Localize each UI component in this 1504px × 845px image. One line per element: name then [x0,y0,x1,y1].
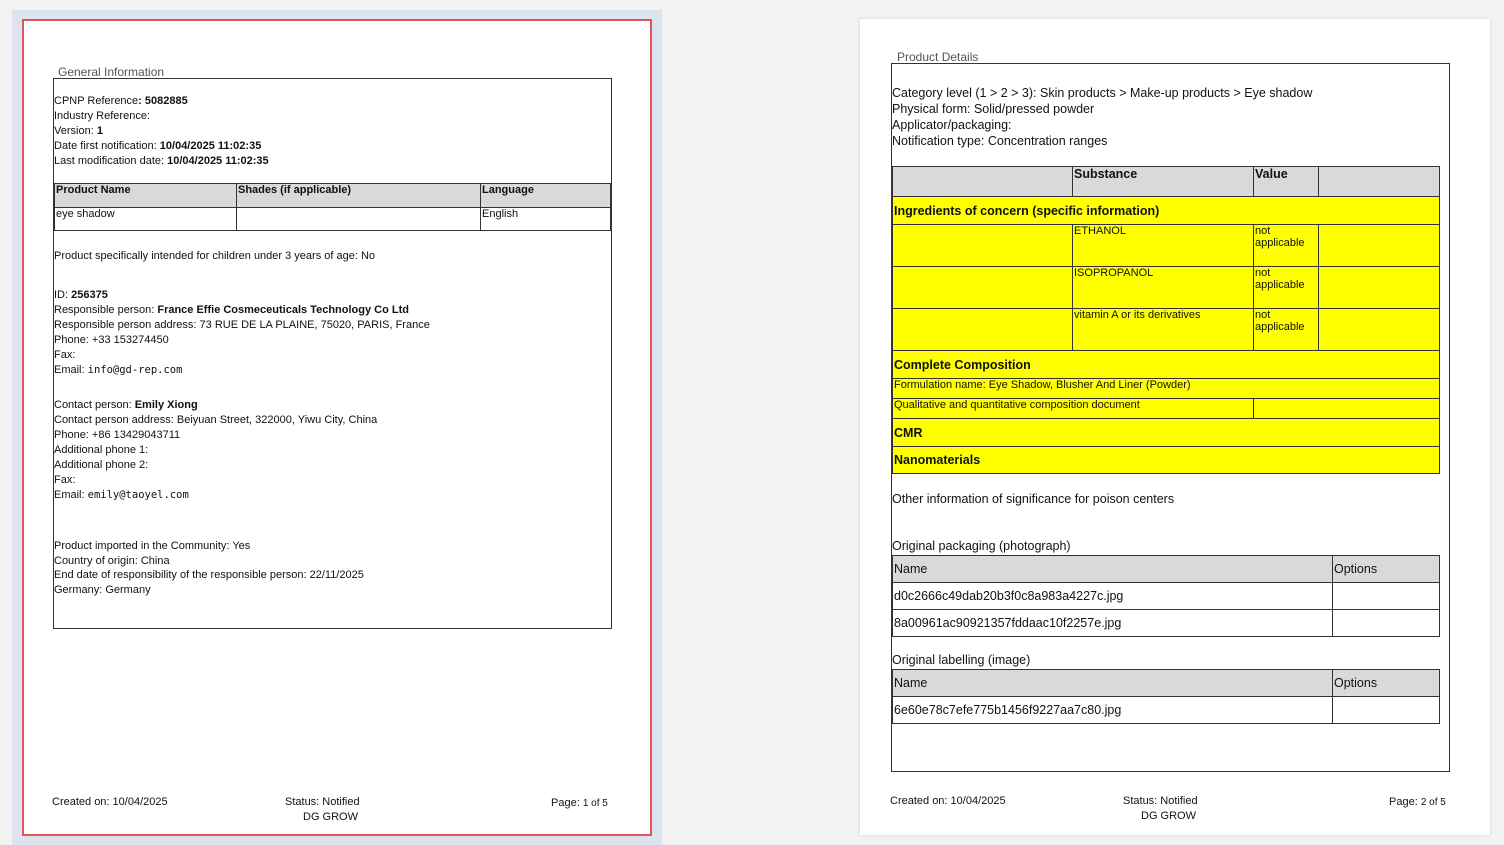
footer-status: Status: Notified [285,796,360,808]
shades-cell [237,208,481,231]
substance-name: ETHANOL [1073,225,1254,267]
labelling-file-link[interactable]: 6e60e78c7efe775b1456f9227aa7c80.jpg [893,697,1333,724]
qualitative-quantitative-value [1254,399,1440,419]
responsible-fax: Fax: [54,349,76,361]
import-block [54,539,604,598]
industry-reference: Industry Reference: [54,110,150,122]
physical-form: Physical form: Solid/pressed powder [892,102,1095,116]
labelling-table [892,669,1440,724]
additional-phone-2: Additional phone 2: [54,459,149,471]
footer-dg: DG GROW [1141,810,1196,822]
footer-page: Page: 1 of 5 [551,797,608,809]
responsible-address: Responsible person address: 73 RUE DE LA PLAINE, 75020, PARIS, France [54,319,430,331]
labelling-name-header: Name [893,670,1333,697]
substance-value: not applicable [1254,309,1319,351]
product-table [54,183,611,231]
footer-created: Created on: 10/04/2025 [890,795,1006,807]
packaging-title: Original packaging (photograph) [892,539,1071,553]
packaging-row [893,583,1440,610]
substances-header-empty-1 [893,167,1073,197]
labelling-options-header: Options [1333,670,1440,697]
footer-created: Created on: 10/04/2025 [52,796,168,808]
labelling-row [893,697,1440,724]
category-level: Category level (1 > 2 > 3): Skin products > Make-up products > Eye shadow [892,86,1313,100]
notification-type: Notification type: Concentration ranges [892,134,1108,148]
formulation-name: Formulation name: Eye Shadow, Blusher And Liner (Powder) [893,379,1440,399]
substance-row [893,225,1440,267]
substance-row-extra [1319,225,1440,267]
footer-dg: DG GROW [303,811,358,823]
cpnp-reference: CPNP Reference: 5082885 [54,95,188,107]
packaging-row [893,610,1440,637]
substance-row-empty [893,309,1073,351]
responsible-phone: Phone: +33 153274450 [54,334,169,346]
packaging-options-header: Options [1333,556,1440,583]
qualitative-quantitative-doc: Qualitative and quantitative composition document [893,399,1254,419]
contact-phone: Phone: +86 13429043711 [54,429,181,441]
product-details-block [892,85,1442,149]
nanomaterials-title: Nanomaterials [893,447,1440,474]
contact-fax: Fax: [54,474,76,486]
labelling-title: Original labelling (image) [892,653,1031,667]
last-modification-date: Last modification date: 10/04/2025 11:02:35 [54,155,269,167]
document-page-2[interactable] [860,19,1490,835]
footer-page: Page: 2 of 5 [1389,796,1446,808]
responsible-id: ID: 256375 [54,289,108,301]
substance-name: vitamin A or its derivatives [1073,309,1254,351]
version: Version: 1 [54,125,103,137]
shades-header: Shades (if applicable) [237,184,481,208]
substance-value: not applicable [1254,267,1319,309]
packaging-table [892,555,1440,637]
complete-composition-title: Complete Composition [893,351,1440,379]
footer-status: Status: Notified [1123,795,1198,807]
product-name-header: Product Name [55,184,237,208]
substance-name: ISOPROPANOL [1073,267,1254,309]
ingredients-of-concern-title: Ingredients of concern (specific information) [893,197,1440,225]
substances-header-empty-2 [1319,167,1440,197]
substance-header: Substance [1073,167,1254,197]
country-of-origin: Country of origin: China [54,554,170,567]
section-title-general-info: General Information [58,65,165,79]
other-information: Other information of significance for poison centers [892,492,1175,506]
section-title-product-details: Product Details [897,50,979,64]
responsible-person: Responsible person: France Effie Cosmeceuticals Technology Co Ltd [54,304,409,316]
language-cell: English [481,208,611,231]
document-page-1[interactable] [22,19,652,836]
substances-table [892,166,1440,474]
substance-row-extra [1319,309,1440,351]
substance-value: not applicable [1254,225,1319,267]
imported-in-community: Product imported in the Community: Yes [54,540,251,552]
cmr-title: CMR [893,419,1440,447]
date-first-notification: Date first notification: 10/04/2025 11:02:35 [54,140,262,152]
contact-person-block [54,398,604,503]
substance-row [893,267,1440,309]
contact-email: Email: emily@taoyel.com [54,489,189,501]
labelling-options-cell[interactable] [1333,697,1440,724]
additional-phone-1: Additional phone 1: [54,444,149,456]
packaging-options-cell[interactable] [1333,583,1440,610]
substance-row-empty [893,225,1073,267]
responsible-email: Email: info@gd-rep.com [54,364,183,376]
packaging-name-header: Name [893,556,1333,583]
germany-line: Germany: Germany [54,584,151,597]
applicator-packaging: Applicator/packaging: [892,118,1012,132]
substance-row [893,309,1440,351]
packaging-file-link[interactable]: d0c2666c49dab20b3f0c8a983a4227c.jpg [893,583,1333,610]
end-date-responsibility: End date of responsibility of the responsible person: 22/11/2025 [54,569,364,582]
responsible-person-block [54,288,604,378]
contact-person: Contact person: Emily Xiong [54,399,198,411]
value-header: Value [1254,167,1319,197]
children-statement: Product specifically intended for children under 3 years of age: No [54,250,376,262]
substance-row-extra [1319,267,1440,309]
substance-row-empty [893,267,1073,309]
language-header: Language [481,184,611,208]
contact-address: Contact person address: Beiyuan Street, 322000, Yiwu City, China [54,414,378,426]
product-name-cell: eye shadow [55,208,237,231]
packaging-file-link[interactable]: 8a00961ac90921357fddaac10f2257e.jpg [893,610,1333,637]
packaging-options-cell[interactable] [1333,610,1440,637]
reference-block [54,94,604,169]
